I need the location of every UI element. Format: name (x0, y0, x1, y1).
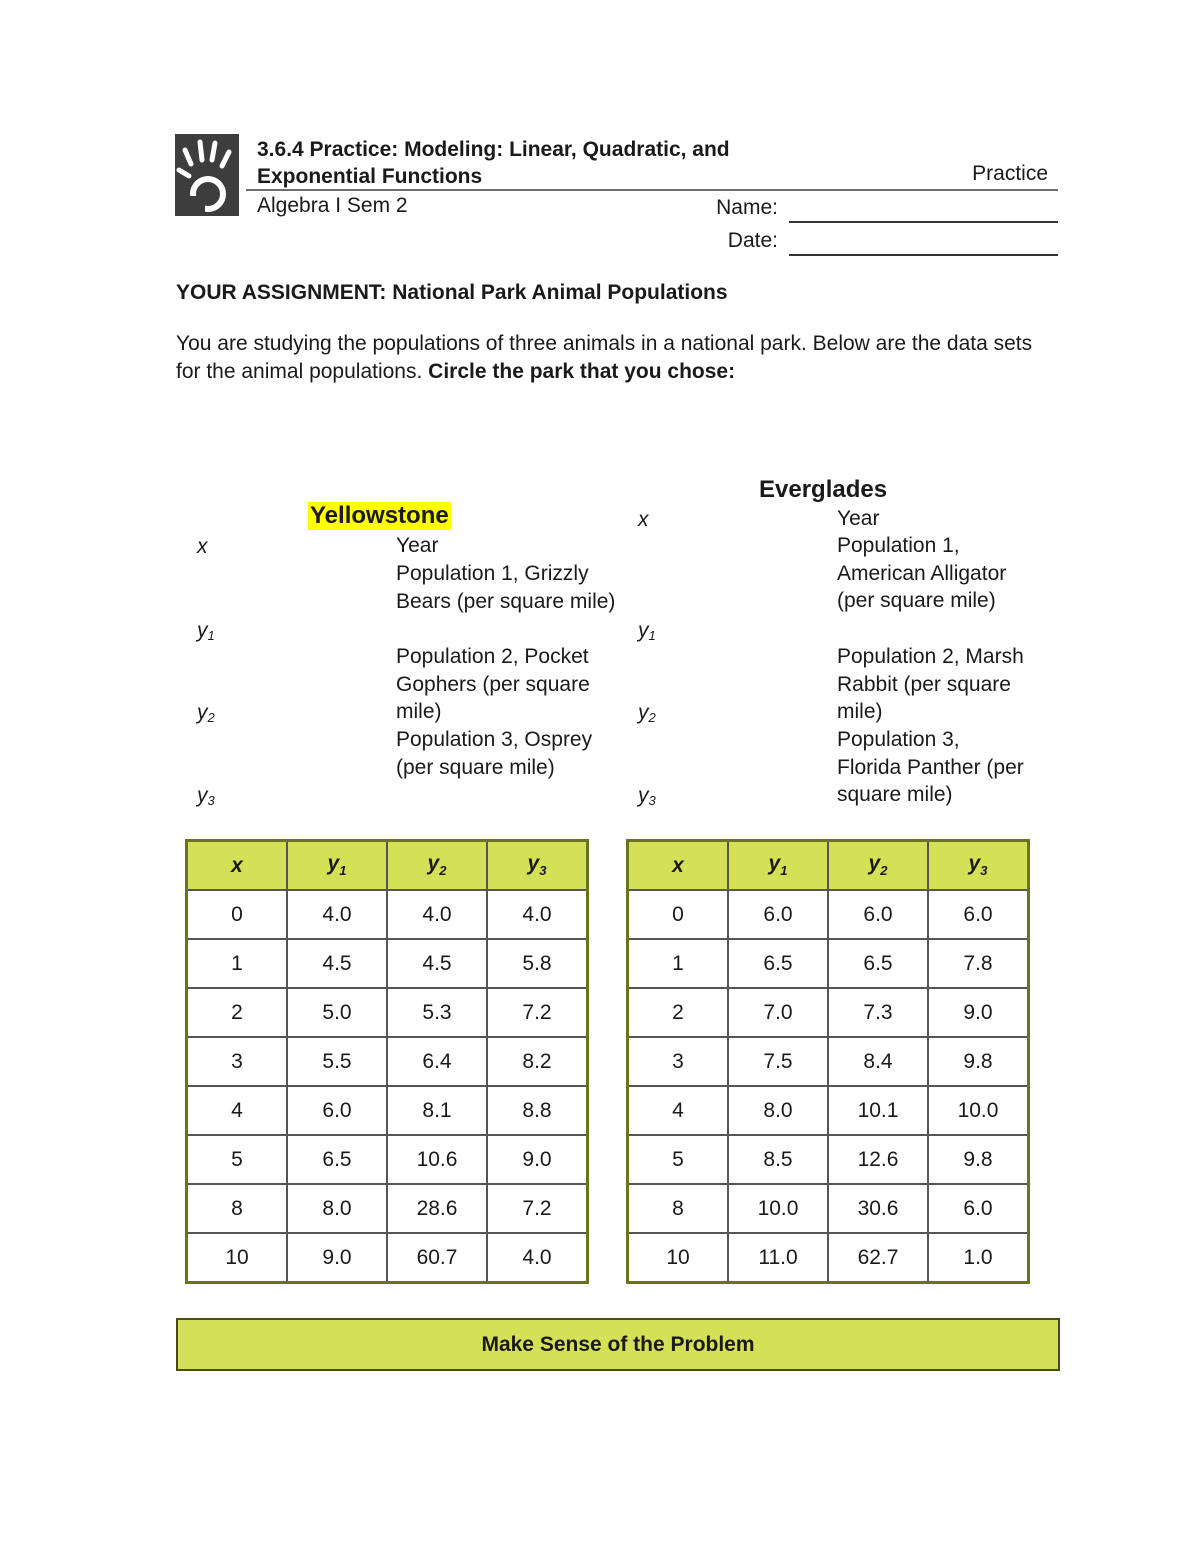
table-cell: 3 (187, 1037, 288, 1086)
table-header-row (187, 841, 588, 891)
table-row (628, 1184, 1029, 1233)
table-cell: 8.5 (728, 1135, 828, 1184)
table-cell: 10.0 (928, 1086, 1029, 1135)
table-cell: 6.5 (728, 939, 828, 988)
table-cell: 8 (628, 1184, 729, 1233)
park-title-everglades[interactable]: Everglades (759, 476, 888, 503)
table-cell: 6.5 (287, 1135, 387, 1184)
table-cell: 8.4 (828, 1037, 928, 1086)
var-description: Population 1, Grizzly Bears (per square mile) (396, 562, 616, 613)
table-cell: 3 (628, 1037, 729, 1086)
table-cell: 9.8 (928, 1037, 1029, 1086)
table-cell: 62.7 (828, 1233, 928, 1283)
table-cell: 8.0 (287, 1184, 387, 1233)
yellowstone-data-table (185, 839, 589, 1284)
table-cell: 4 (187, 1086, 288, 1135)
logo-icon (175, 134, 239, 216)
table-row (187, 988, 588, 1037)
table-cell: 1.0 (928, 1233, 1029, 1283)
table-cell: 7.0 (728, 988, 828, 1037)
table-cell: 5.3 (387, 988, 487, 1037)
table-row (187, 1184, 588, 1233)
table-cell: 9.8 (928, 1135, 1029, 1184)
table-cell: 12.6 (828, 1135, 928, 1184)
table-cell: 10.1 (828, 1086, 928, 1135)
table-cell: 7.8 (928, 939, 1029, 988)
table-cell: 28.6 (387, 1184, 487, 1233)
section-banner: Make Sense of the Problem (176, 1318, 1060, 1371)
table-cell: 0 (628, 890, 729, 939)
intro-instruction: Circle the park that you chose: (428, 360, 736, 383)
table-cell: 4.5 (287, 939, 387, 988)
table-cell: 5.0 (287, 988, 387, 1037)
table-cell: 8 (187, 1184, 288, 1233)
var-symbol: $y_2$ (197, 701, 215, 725)
intro-paragraph (176, 330, 1056, 386)
column-header: $y_2$ (387, 841, 487, 891)
everglades-table-body (628, 890, 1029, 1283)
table-cell: 4.5 (387, 939, 487, 988)
var-symbol: $y_2$ (638, 701, 656, 725)
assignment-heading (176, 281, 728, 305)
date-label: Date: (727, 229, 778, 252)
table-row (187, 1233, 588, 1283)
table-row (628, 988, 1029, 1037)
course-label: Algebra I Sem 2 (257, 194, 408, 217)
table-row (187, 890, 588, 939)
column-header: $y_3$ (487, 841, 588, 891)
var-description: Population 3, Osprey (per square mile) (396, 728, 593, 779)
var-symbol: $y_3$ (638, 784, 656, 808)
table-cell: 5.5 (287, 1037, 387, 1086)
column-header: $y_3$ (928, 841, 1029, 891)
table-cell: 6.0 (928, 890, 1029, 939)
var-description: Year (396, 534, 439, 557)
table-cell: 1 (628, 939, 729, 988)
assignment-prefix: YOUR ASSIGNMENT: (176, 281, 387, 304)
table-cell: 2 (628, 988, 729, 1037)
table-row (187, 1086, 588, 1135)
table-cell: 9.0 (487, 1135, 588, 1184)
worksheet-title: 3.6.4 Practice: Modeling: Linear, Quadratic, and Exponential Functions (257, 138, 730, 188)
table-cell: 2 (187, 988, 288, 1037)
table-cell: 6.0 (728, 890, 828, 939)
table-cell: 7.2 (487, 1184, 588, 1233)
table-row (628, 1037, 1029, 1086)
everglades-data-table (626, 839, 1030, 1284)
table-row (187, 939, 588, 988)
table-cell: 4.0 (487, 890, 588, 939)
table-cell: 0 (187, 890, 288, 939)
column-header: $y_2$ (828, 841, 928, 891)
park-title-yellowstone[interactable]: Yellowstone (310, 502, 449, 529)
column-header: x (628, 841, 729, 891)
table-cell: 4.0 (387, 890, 487, 939)
table-cell: 10 (187, 1233, 288, 1283)
table-cell: 10 (628, 1233, 729, 1283)
header-divider (246, 189, 1058, 191)
date-field[interactable] (789, 254, 1058, 256)
name-label: Name: (716, 196, 778, 219)
column-header: x (187, 841, 288, 891)
table-cell: 30.6 (828, 1184, 928, 1233)
name-field[interactable] (789, 221, 1058, 223)
table-cell: 8.1 (387, 1086, 487, 1135)
table-cell: 11.0 (728, 1233, 828, 1283)
table-cell: 7.3 (828, 988, 928, 1037)
column-header: $y_1$ (728, 841, 828, 891)
table-cell: 1 (187, 939, 288, 988)
var-symbol: $y_1$ (197, 619, 215, 643)
intro-text: You are studying the populations of three animals in a national park. Below are the data sets for the animal populations. (176, 332, 1033, 383)
table-cell: 5 (187, 1135, 288, 1184)
table-row (187, 1037, 588, 1086)
table-row (628, 890, 1029, 939)
worksheet-type: Practice (972, 162, 1048, 185)
table-cell: 10.0 (728, 1184, 828, 1233)
table-cell: 4.0 (287, 890, 387, 939)
table-row (187, 1135, 588, 1184)
table-row (628, 1086, 1029, 1135)
table-header-row (628, 841, 1029, 891)
var-description: Population 2, Pocket Gophers (per square mile) (396, 645, 590, 723)
table-cell: 60.7 (387, 1233, 487, 1283)
table-cell: 7.5 (728, 1037, 828, 1086)
var-description: Population 3, Florida Panther (per square mile) (837, 728, 1024, 806)
table-row (628, 939, 1029, 988)
table-row (628, 1135, 1029, 1184)
table-cell: 6.4 (387, 1037, 487, 1086)
table-cell: 6.0 (828, 890, 928, 939)
var-description: Population 2, Marsh Rabbit (per square mile) (837, 645, 1024, 723)
table-cell: 5 (628, 1135, 729, 1184)
table-cell: 5.8 (487, 939, 588, 988)
assignment-title: National Park Animal Populations (392, 281, 728, 304)
table-cell: 4.0 (487, 1233, 588, 1283)
var-symbol: x (197, 535, 208, 558)
column-header: $y_1$ (287, 841, 387, 891)
table-cell: 8.2 (487, 1037, 588, 1086)
var-symbol: $y_3$ (197, 784, 215, 808)
yellowstone-table-body (187, 890, 588, 1283)
table-cell: 7.2 (487, 988, 588, 1037)
var-symbol: $y_1$ (638, 619, 656, 643)
table-cell: 6.0 (928, 1184, 1029, 1233)
table-cell: 9.0 (928, 988, 1029, 1037)
var-description: Population 1, American Alligator (per square mile) (837, 534, 1007, 612)
table-cell: 8.8 (487, 1086, 588, 1135)
table-cell: 6.5 (828, 939, 928, 988)
var-description: Year (837, 507, 880, 530)
table-cell: 6.0 (287, 1086, 387, 1135)
table-cell: 8.0 (728, 1086, 828, 1135)
table-cell: 4 (628, 1086, 729, 1135)
table-cell: 9.0 (287, 1233, 387, 1283)
var-symbol: x (638, 508, 649, 531)
table-row (628, 1233, 1029, 1283)
table-cell: 10.6 (387, 1135, 487, 1184)
